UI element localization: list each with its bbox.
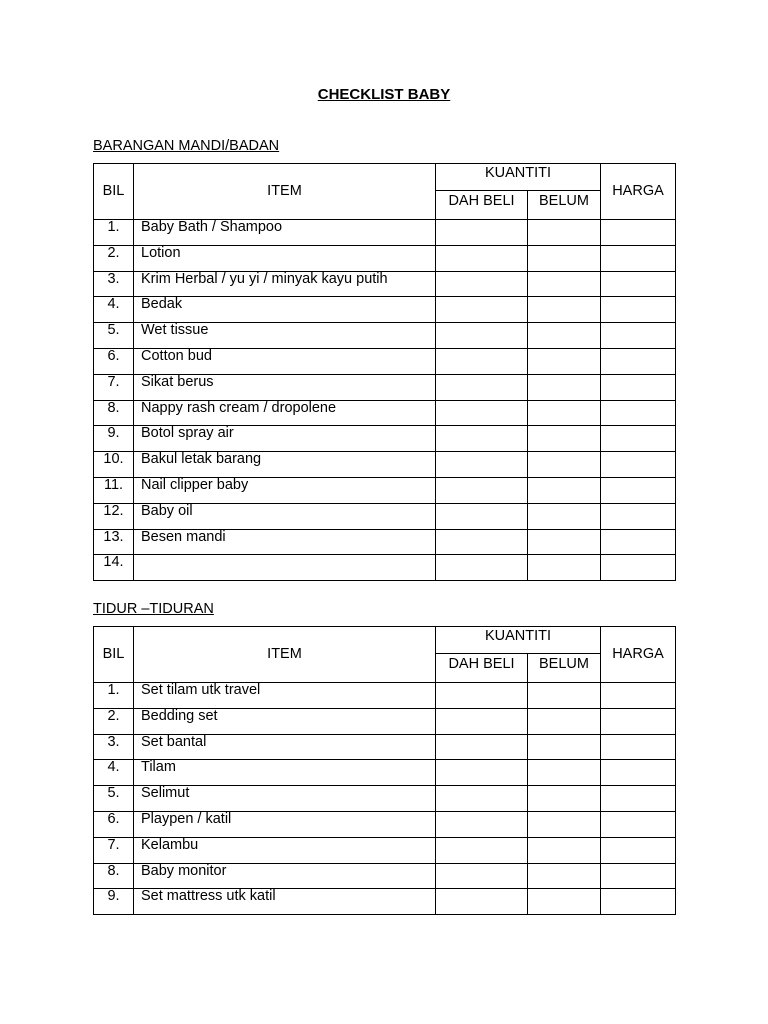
row-number: 1. (94, 220, 134, 246)
table-row (94, 708, 676, 734)
dah-beli-cell (436, 889, 528, 915)
row-number: 8. (94, 863, 134, 889)
table-row (94, 503, 676, 529)
harga-cell (601, 245, 676, 271)
table-row (94, 760, 676, 786)
section-title-tidur-tiduran: TIDUR –TIDURAN (93, 601, 214, 617)
belum-cell (528, 555, 601, 581)
row-number: 13. (94, 529, 134, 555)
row-number: 2. (94, 708, 134, 734)
column-header-harga: HARGA (601, 164, 676, 220)
row-number: 1. (94, 683, 134, 709)
harga-cell (601, 760, 676, 786)
harga-cell (601, 708, 676, 734)
row-number: 3. (94, 734, 134, 760)
belum-cell (528, 220, 601, 246)
belum-cell (528, 477, 601, 503)
column-header-kuantiti: KUANTITI (436, 164, 601, 191)
dah-beli-cell (436, 760, 528, 786)
row-number: 7. (94, 374, 134, 400)
item-name: Selimut (134, 786, 436, 812)
item-name: Bedak (134, 297, 436, 323)
dah-beli-cell (436, 400, 528, 426)
belum-cell (528, 297, 601, 323)
item-name (134, 555, 436, 581)
row-number: 11. (94, 477, 134, 503)
belum-cell (528, 323, 601, 349)
table-row (94, 297, 676, 323)
belum-cell (528, 245, 601, 271)
table-row (94, 323, 676, 349)
belum-cell (528, 863, 601, 889)
harga-cell (601, 426, 676, 452)
row-number: 9. (94, 426, 134, 452)
item-name: Botol spray air (134, 426, 436, 452)
dah-beli-cell (436, 245, 528, 271)
belum-cell (528, 374, 601, 400)
column-header-item: ITEM (134, 627, 436, 683)
item-name: Bakul letak barang (134, 452, 436, 478)
item-name: Lotion (134, 245, 436, 271)
item-name: Kelambu (134, 837, 436, 863)
row-number: 2. (94, 245, 134, 271)
row-number: 9. (94, 889, 134, 915)
dah-beli-cell (436, 452, 528, 478)
checklist-table-tidur-tiduran (93, 626, 676, 915)
item-name: Nappy rash cream / dropolene (134, 400, 436, 426)
harga-cell (601, 786, 676, 812)
table-row (94, 811, 676, 837)
dah-beli-cell (436, 297, 528, 323)
item-name: Set mattress utk katil (134, 889, 436, 915)
harga-cell (601, 503, 676, 529)
column-header-dah-beli: DAH BELI (436, 654, 528, 683)
item-name: Krim Herbal / yu yi / minyak kayu putih (134, 271, 436, 297)
row-number: 6. (94, 811, 134, 837)
dah-beli-cell (436, 220, 528, 246)
harga-cell (601, 297, 676, 323)
table-row (94, 220, 676, 246)
row-number: 4. (94, 760, 134, 786)
dah-beli-cell (436, 683, 528, 709)
belum-cell (528, 271, 601, 297)
table-row (94, 889, 676, 915)
section-title-barangan-mandi: BARANGAN MANDI/BADAN (93, 138, 280, 154)
item-name: Baby oil (134, 503, 436, 529)
table-row (94, 683, 676, 709)
table-row (94, 555, 676, 581)
dah-beli-cell (436, 555, 528, 581)
belum-cell (528, 426, 601, 452)
dah-beli-cell (436, 477, 528, 503)
item-name: Besen mandi (134, 529, 436, 555)
harga-cell (601, 374, 676, 400)
harga-cell (601, 529, 676, 555)
row-number: 14. (94, 555, 134, 581)
dah-beli-cell (436, 503, 528, 529)
harga-cell (601, 400, 676, 426)
item-name: Set tilam utk travel (134, 683, 436, 709)
belum-cell (528, 529, 601, 555)
item-name: Sikat berus (134, 374, 436, 400)
dah-beli-cell (436, 734, 528, 760)
dah-beli-cell (436, 323, 528, 349)
belum-cell (528, 811, 601, 837)
row-number: 8. (94, 400, 134, 426)
dah-beli-cell (436, 348, 528, 374)
column-header-kuantiti: KUANTITI (436, 627, 601, 654)
belum-cell (528, 734, 601, 760)
column-header-dah-beli: DAH BELI (436, 191, 528, 220)
belum-cell (528, 760, 601, 786)
harga-cell (601, 555, 676, 581)
table-row (94, 426, 676, 452)
belum-cell (528, 400, 601, 426)
item-name: Cotton bud (134, 348, 436, 374)
table-row (94, 271, 676, 297)
harga-cell (601, 734, 676, 760)
dah-beli-cell (436, 863, 528, 889)
row-number: 5. (94, 786, 134, 812)
harga-cell (601, 271, 676, 297)
belum-cell (528, 837, 601, 863)
harga-cell (601, 348, 676, 374)
checklist-table-barangan-mandi (93, 163, 676, 581)
dah-beli-cell (436, 837, 528, 863)
harga-cell (601, 837, 676, 863)
belum-cell (528, 683, 601, 709)
column-header-bil: BIL (94, 627, 134, 683)
dah-beli-cell (436, 426, 528, 452)
harga-cell (601, 477, 676, 503)
item-name: Set bantal (134, 734, 436, 760)
table-row (94, 529, 676, 555)
harga-cell (601, 889, 676, 915)
item-name: Baby Bath / Shampoo (134, 220, 436, 246)
row-number: 5. (94, 323, 134, 349)
column-header-item: ITEM (134, 164, 436, 220)
item-name: Baby monitor (134, 863, 436, 889)
belum-cell (528, 889, 601, 915)
table-row (94, 477, 676, 503)
row-number: 10. (94, 452, 134, 478)
harga-cell (601, 323, 676, 349)
item-name: Bedding set (134, 708, 436, 734)
table-row (94, 452, 676, 478)
column-header-belum: BELUM (528, 654, 601, 683)
dah-beli-cell (436, 708, 528, 734)
table-row (94, 786, 676, 812)
row-number: 3. (94, 271, 134, 297)
column-header-belum: BELUM (528, 191, 601, 220)
item-name: Nail clipper baby (134, 477, 436, 503)
table-row (94, 374, 676, 400)
dah-beli-cell (436, 271, 528, 297)
harga-cell (601, 863, 676, 889)
row-number: 4. (94, 297, 134, 323)
column-header-harga: HARGA (601, 627, 676, 683)
item-name: Tilam (134, 760, 436, 786)
table-row (94, 734, 676, 760)
row-number: 7. (94, 837, 134, 863)
belum-cell (528, 452, 601, 478)
table-row (94, 348, 676, 374)
table-row (94, 400, 676, 426)
belum-cell (528, 503, 601, 529)
row-number: 6. (94, 348, 134, 374)
dah-beli-cell (436, 374, 528, 400)
harga-cell (601, 452, 676, 478)
dah-beli-cell (436, 786, 528, 812)
belum-cell (528, 348, 601, 374)
harga-cell (601, 683, 676, 709)
item-name: Wet tissue (134, 323, 436, 349)
table-row (94, 863, 676, 889)
table-row (94, 245, 676, 271)
column-header-bil: BIL (94, 164, 134, 220)
harga-cell (601, 811, 676, 837)
belum-cell (528, 786, 601, 812)
row-number: 12. (94, 503, 134, 529)
dah-beli-cell (436, 529, 528, 555)
dah-beli-cell (436, 811, 528, 837)
belum-cell (528, 708, 601, 734)
table-row (94, 837, 676, 863)
item-name: Playpen / katil (134, 811, 436, 837)
harga-cell (601, 220, 676, 246)
page-title: CHECKLIST BABY (317, 86, 451, 103)
